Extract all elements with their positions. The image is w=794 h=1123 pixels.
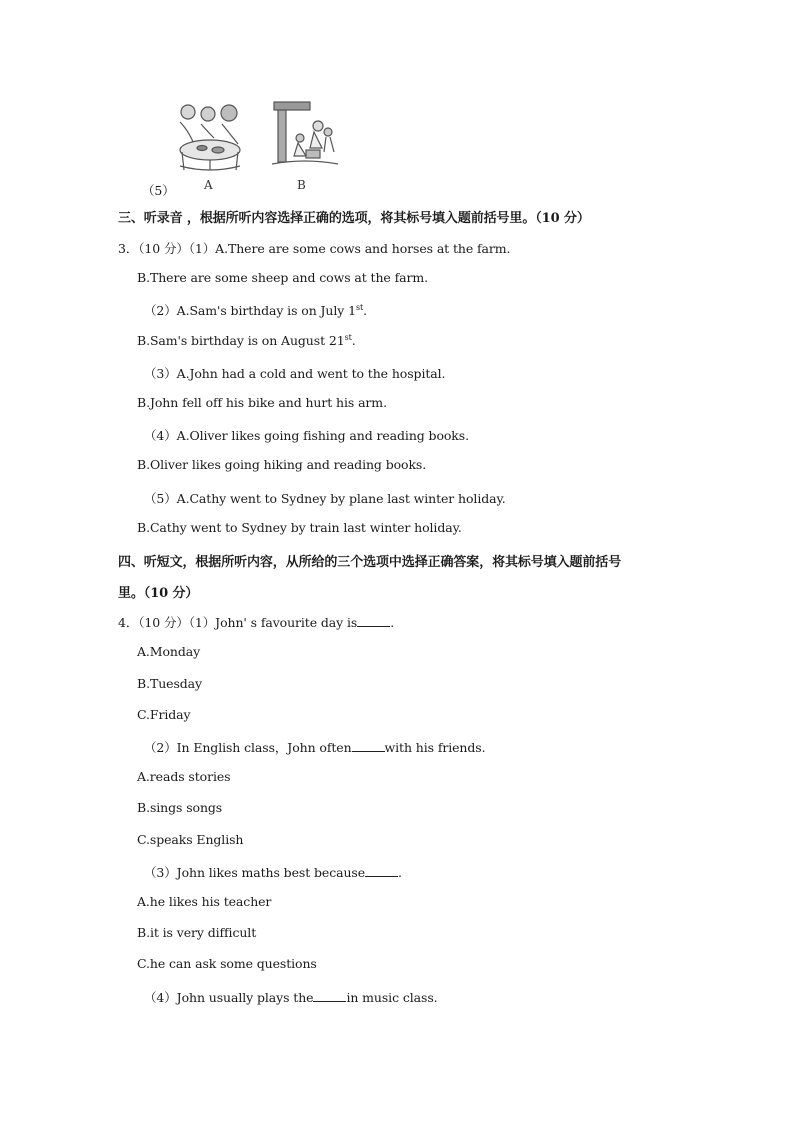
q4-2-option-a: A.reads stories bbox=[137, 769, 231, 784]
q3-5-option-a: （5）A.Cathy went to Sydney by plane last winter holiday. bbox=[144, 491, 506, 506]
section4-heading-line1: 四、听短文，根据所听内容，从所给的三个选项中选择正确答案，将其标号填入题前括号 bbox=[118, 555, 622, 570]
q4-4-after: in music class. bbox=[346, 990, 438, 1005]
q4-1-stem: 4．（10 分）（1）John' s favourite day is bbox=[118, 615, 358, 630]
q3-2-option-a bbox=[144, 301, 367, 319]
q3-2-option-a-sup: st bbox=[355, 302, 364, 312]
answer-blank bbox=[313, 991, 346, 1002]
question3-line: 3．（10 分）（1）A.There are some cows and horses at the farm. bbox=[118, 241, 511, 256]
q3-1-option-b: B.There are some sheep and cows at the farm. bbox=[137, 270, 428, 285]
q4-1-option-c: C.Friday bbox=[137, 707, 191, 722]
question4-line bbox=[118, 613, 394, 631]
item5-number: （5） bbox=[142, 183, 175, 198]
q4-3-option-c: C.he can ask some questions bbox=[137, 956, 317, 971]
q3-2-option-b-sup: st bbox=[344, 332, 352, 342]
q4-4-stem bbox=[144, 988, 438, 1006]
q4-3-option-a: A.he likes his teacher bbox=[137, 894, 272, 909]
q4-1-option-a: A.Monday bbox=[137, 644, 201, 659]
period: . bbox=[398, 865, 402, 880]
q3-2-option-b-text: B.Sam's birthday is on August 21 bbox=[137, 333, 345, 348]
q3-3-option-b: B.John fell off his bike and hurt his arm. bbox=[137, 395, 387, 410]
q4-3-stem bbox=[144, 863, 402, 881]
q4-2-option-b: B.sings songs bbox=[137, 800, 223, 815]
q3-2-option-b bbox=[137, 333, 356, 348]
family-picnic-picture bbox=[270, 100, 340, 172]
q3-4-option-b: B.Oliver likes going hiking and reading books. bbox=[137, 457, 427, 472]
option-a-label: A bbox=[204, 178, 213, 192]
answer-blank bbox=[357, 616, 390, 627]
answer-blank bbox=[352, 741, 385, 752]
section4-heading-line2: 里。（10 分） bbox=[118, 586, 199, 601]
q4-3-before: （3）John likes maths best because bbox=[144, 865, 366, 880]
period: . bbox=[390, 615, 395, 630]
q4-4-before: （4）John usually plays the bbox=[144, 990, 314, 1005]
q3-5-option-b: B.Cathy went to Sydney by train last winter holiday. bbox=[137, 520, 462, 535]
q4-2-option-c: C.speaks English bbox=[137, 832, 244, 847]
q4-2-after: with his friends. bbox=[384, 740, 486, 755]
period: . bbox=[363, 303, 367, 318]
option-b-label: B bbox=[297, 178, 306, 192]
answer-blank bbox=[365, 866, 398, 877]
section3-heading: 三、听录音 ，根据所听内容选择正确的选项，将其标号填入题前括号里。（10 分） bbox=[118, 211, 590, 226]
q3-2-option-a-text: （2）A.Sam's birthday is on July 1 bbox=[144, 303, 356, 318]
q3-4-option-a: （4）A.Oliver likes going fishing and reading books. bbox=[144, 428, 469, 443]
period: . bbox=[351, 333, 356, 348]
q4-3-option-b: B.it is very difficult bbox=[137, 925, 257, 940]
q4-2-before: （2）In English class，John often bbox=[144, 740, 352, 755]
q4-2-stem bbox=[144, 738, 485, 756]
family-dinner-picture bbox=[174, 100, 246, 172]
q4-1-option-b: B.Tuesday bbox=[137, 676, 202, 691]
q3-3-option-a: （3）A.John had a cold and went to the hospital. bbox=[144, 366, 446, 381]
